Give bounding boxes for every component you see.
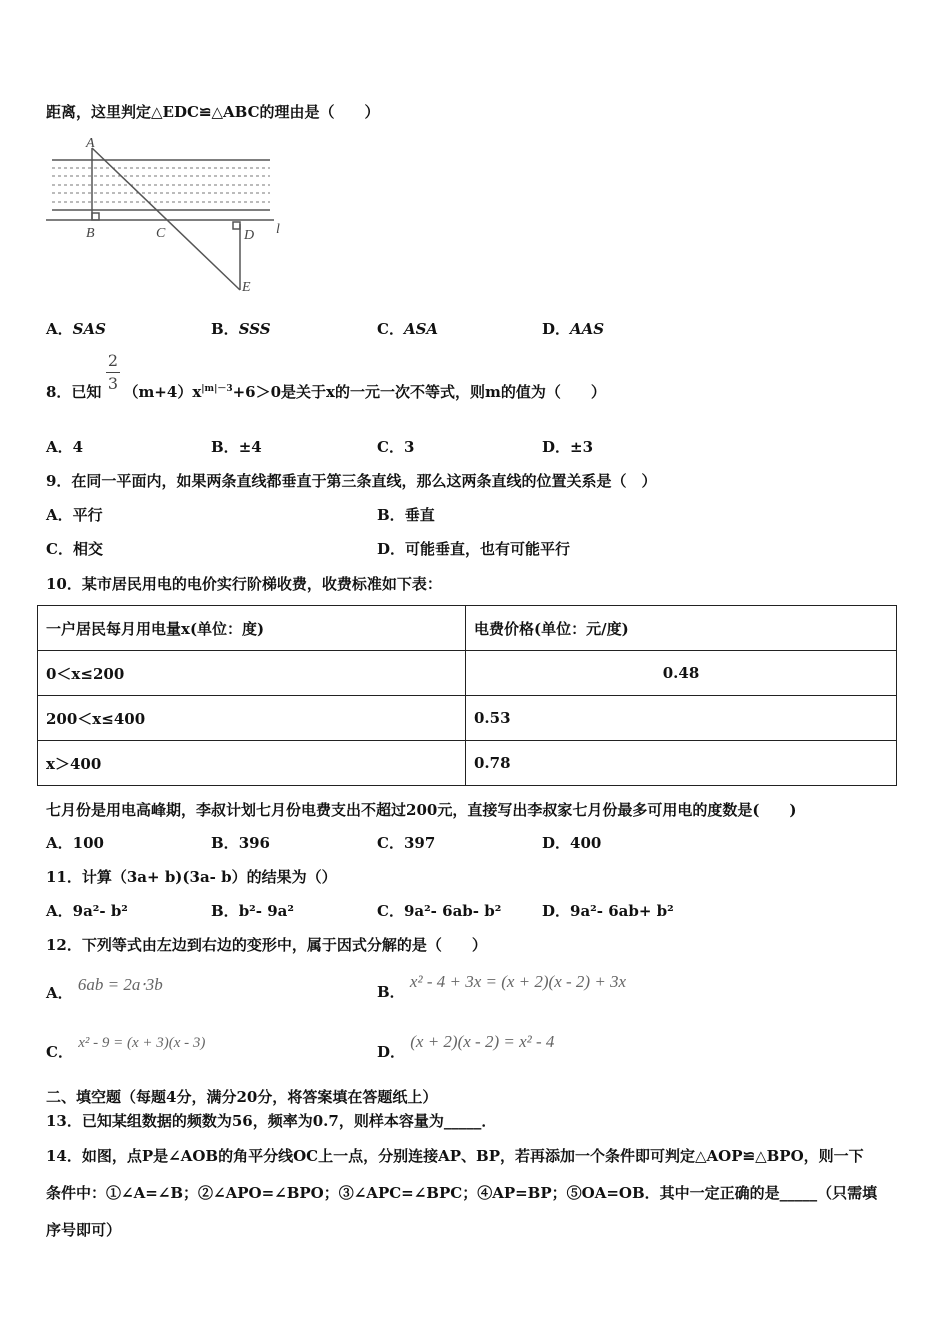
option-text: 396: [238, 834, 270, 852]
q10-option-c[interactable]: [377, 833, 435, 853]
table-cell: 0.48: [466, 651, 897, 696]
label-e: E: [242, 280, 251, 295]
q8-expr: （m+4）x: [123, 383, 202, 401]
option-text: AAS: [570, 320, 605, 338]
table-header: 一户居民每月用电量x(单位：度): [38, 606, 466, 651]
q14-line-1: 14．如图，点P是∠AOB的角平分线OC上一点，分别连接AP、BP，若再添加一个条件即可判定△AOP≌△BPO，则一下: [46, 1147, 864, 1165]
table-row: [38, 696, 897, 741]
q10-option-d[interactable]: [542, 833, 601, 853]
q9-stem: 9．在同一平面内，如果两条直线都垂直于第三条直线，那么这两条直线的位置关系是（ ）: [46, 472, 657, 490]
option-letter: B．: [377, 506, 405, 524]
q7-option-a[interactable]: [46, 319, 106, 339]
option-text: 9a²- 6ab+ b²: [570, 902, 674, 920]
q8-option-b[interactable]: [211, 437, 262, 457]
option-letter: A．: [46, 320, 73, 338]
option-letter: B．: [211, 438, 239, 456]
q7-option-d[interactable]: [542, 319, 604, 339]
label-a: A: [86, 136, 95, 151]
option-text: ±4: [238, 438, 262, 456]
table-cell: 0.53: [466, 696, 897, 741]
option-letter: B．: [377, 983, 405, 1001]
q8-stem: [46, 379, 606, 402]
q7-figure: [44, 135, 289, 300]
option-text: b²- 9a²: [238, 902, 294, 920]
q12-option-d[interactable]: [377, 1032, 555, 1061]
q10-option-b[interactable]: [211, 833, 270, 853]
option-letter: D．: [542, 834, 571, 852]
q8-option-c[interactable]: [377, 437, 414, 457]
label-d: D: [244, 228, 255, 243]
option-text: 9a²- 6ab- b²: [403, 902, 502, 920]
q13-stem: 13．已知某组数据的频数为56，频率为0.7，则样本容量为_____．: [46, 1112, 497, 1130]
option-letter: B．: [211, 834, 239, 852]
q10-option-a[interactable]: [46, 833, 104, 853]
option-formula: (x + 2)(x - 2) = x² - 4: [410, 1032, 555, 1051]
option-letter: A．: [46, 834, 73, 852]
q12-option-c[interactable]: [46, 1032, 206, 1061]
option-text: 400: [570, 834, 602, 852]
q11-stem: 11．计算（3a+ b)(3a- b）的结果为（）: [46, 868, 337, 886]
q8-number: 8．已知: [46, 383, 102, 401]
option-letter: C．: [46, 540, 73, 558]
q7-option-b[interactable]: [211, 319, 271, 339]
option-letter: D．: [542, 438, 571, 456]
q8-exponent: |m|－3: [201, 384, 233, 394]
q9-option-a[interactable]: [46, 505, 103, 525]
q8-option-a[interactable]: [46, 437, 83, 457]
table-cell: 200＜x≤400: [38, 696, 466, 741]
option-letter: D．: [377, 1043, 406, 1061]
option-text: 4: [72, 438, 84, 456]
q12-option-a[interactable]: [46, 975, 163, 1002]
q14-line-3: 序号即可）: [46, 1221, 122, 1239]
option-text: 397: [403, 834, 436, 852]
table-cell: x＞400: [38, 741, 466, 786]
table-header: 电费价格(单位：元/度): [466, 606, 897, 651]
label-b: B: [86, 226, 95, 241]
option-letter: C．: [377, 834, 404, 852]
option-formula: x² - 9 = (x + 3)(x - 3): [78, 1035, 206, 1051]
table-header-row: [38, 606, 897, 651]
option-text: 平行: [72, 506, 103, 524]
option-letter: D．: [542, 902, 571, 920]
table-cell: 0.78: [466, 741, 897, 786]
option-letter: B．: [211, 320, 239, 338]
table-row: [38, 651, 897, 696]
option-text: 3: [403, 438, 415, 456]
option-text: SAS: [72, 320, 106, 338]
q9-option-b[interactable]: [377, 505, 435, 525]
section-heading: 二、填空题（每题4分，满分20分，将答案填在答题纸上）: [46, 1088, 438, 1106]
fraction-denominator: 3: [107, 374, 119, 393]
option-formula: 6ab = 2a⋅3b: [77, 975, 163, 994]
option-letter: D．: [377, 540, 406, 558]
option-text: 垂直: [404, 506, 435, 524]
q7-option-c[interactable]: [377, 319, 438, 339]
fraction-numerator: 2: [107, 351, 119, 370]
q10-stem: 10．某市居民用电的电价实行阶梯收费，收费标准如下表：: [46, 575, 442, 593]
option-letter: C．: [46, 1043, 73, 1061]
q7-stem: 距离，这里判定△EDC≌△ABC的理由是（ ）: [46, 103, 380, 121]
q11-option-c[interactable]: [377, 901, 501, 921]
option-formula: x² - 4 + 3x = (x + 2)(x - 2) + 3x: [409, 972, 627, 991]
option-text: 相交: [72, 540, 103, 558]
option-letter: A．: [46, 438, 73, 456]
label-c: C: [156, 226, 166, 241]
q9-option-c[interactable]: [46, 539, 103, 559]
price-table: [37, 605, 897, 786]
q11-option-d[interactable]: [542, 901, 674, 921]
option-letter: C．: [377, 902, 404, 920]
option-letter: A．: [46, 506, 73, 524]
option-text: ±3: [570, 438, 594, 456]
option-letter: A．: [46, 902, 73, 920]
table-row: [38, 741, 897, 786]
option-text: ASA: [403, 320, 439, 338]
q8-body: +6＞0是关于x的一元一次不等式，则m的值为（ ）: [232, 383, 606, 401]
option-text: 9a²- b²: [72, 902, 128, 920]
q14-line-2: 条件中：①∠A=∠B；②∠APO=∠BPO；③∠APC=∠BPC；④AP=BP；⑤OA=OB．其中一定正确的是_____（只需填: [46, 1184, 878, 1202]
q11-option-b[interactable]: [211, 901, 294, 921]
q12-stem: 12．下列等式由左边到右边的变形中，属于因式分解的是（ ）: [46, 936, 487, 954]
q9-option-d[interactable]: [377, 539, 570, 559]
option-text: SSS: [238, 320, 271, 338]
option-text: 100: [72, 834, 104, 852]
q8-option-d[interactable]: [542, 437, 593, 457]
q10-followup: 七月份是用电高峰期，李叔计划七月份电费支出不超过200元，直接写出李叔家七月份最多可用电的度数是( ): [46, 801, 797, 819]
table-cell: 0＜x≤200: [38, 651, 466, 696]
option-letter: B．: [211, 902, 239, 920]
option-letter: A．: [46, 984, 73, 1002]
option-letter: C．: [377, 438, 404, 456]
option-text: 可能垂直，也有可能平行: [405, 540, 571, 558]
label-l: l: [276, 222, 280, 237]
q11-option-a[interactable]: [46, 901, 128, 921]
q12-option-b[interactable]: [377, 972, 627, 1001]
option-letter: C．: [377, 320, 404, 338]
option-letter: D．: [542, 320, 571, 338]
